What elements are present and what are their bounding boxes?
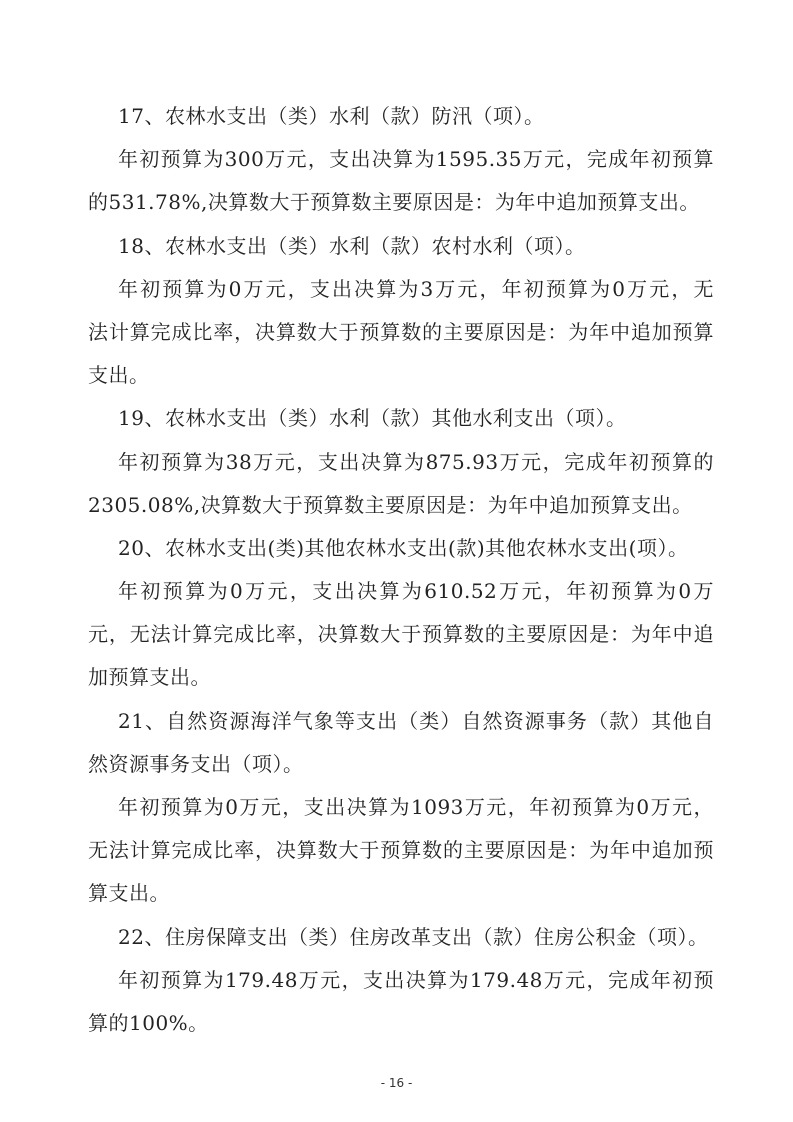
text-line: 年初预算为179.48万元，支出决算为179.48万元，完成年初预	[118, 967, 714, 992]
text-line: 的531.78%,决算数大于预算数主要原因是：为年中追加预算支出。	[88, 190, 700, 215]
paragraph	[88, 225, 714, 268]
paragraph	[88, 95, 714, 138]
text-line: 2305.08%,决算数大于预算数主要原因是：为年中追加预算支出。	[88, 492, 693, 517]
text-line: 支出。	[88, 363, 150, 388]
paragraph	[88, 700, 714, 786]
text-line: 加预算支出。	[88, 665, 211, 690]
text-line: 年初预算为0万元，支出决算为1093万元，年初预算为0万元，	[118, 795, 714, 819]
text-line: 年初预算为0万元，支出决算为3万元，年初预算为0万元，无	[118, 276, 714, 301]
document-body	[88, 95, 714, 1045]
paragraph	[88, 441, 714, 527]
paragraph	[88, 397, 714, 440]
page-number: - 16 -	[380, 1076, 413, 1090]
text-line: 年初预算为300万元，支出决算为1595.35万元，完成年初预算	[118, 147, 714, 172]
text-line: 年初预算为38万元，支出决算为875.93万元，完成年初预算的	[118, 449, 714, 474]
text-line: 算支出。	[88, 881, 170, 906]
paragraph	[88, 916, 714, 959]
paragraph	[88, 570, 714, 700]
text-line: 元，无法计算完成比率，决算数大于预算数的主要原因是：为年中追	[88, 622, 714, 647]
paragraph	[88, 959, 714, 1045]
text-line: 19、农林水支出（类）水利（款）其他水利支出（项）。	[118, 406, 627, 431]
paragraph	[88, 268, 714, 398]
text-line: 法计算完成比率，决算数大于预算数的主要原因是：为年中追加预算	[88, 319, 714, 344]
text-line: 22、住房保障支出（类）住房改革支出（款）住房公积金（项）。	[118, 924, 709, 949]
text-line: 21、自然资源海洋气象等支出（类）自然资源事务（款）其他自	[118, 708, 714, 733]
text-line: 无法计算完成比率，决算数大于预算数的主要原因是：为年中追加预	[88, 838, 714, 863]
text-line: 17、农林水支出（类）水利（款）防汛（项）。	[118, 104, 545, 128]
paragraph	[88, 138, 714, 224]
text-line: 算的100%。	[88, 1010, 209, 1035]
text-line: 18、农林水支出（类）水利（款）农村水利（项）。	[118, 233, 586, 258]
paragraph	[88, 786, 714, 916]
text-line: 年初预算为0万元，支出决算为610.52万元，年初预算为0万	[118, 579, 714, 604]
text-line: 20、农林水支出(类)其他农林水支出(款)其他农林水支出(项）。	[118, 535, 689, 560]
paragraph	[88, 527, 714, 570]
text-line: 然资源事务支出（项）。	[88, 751, 304, 776]
